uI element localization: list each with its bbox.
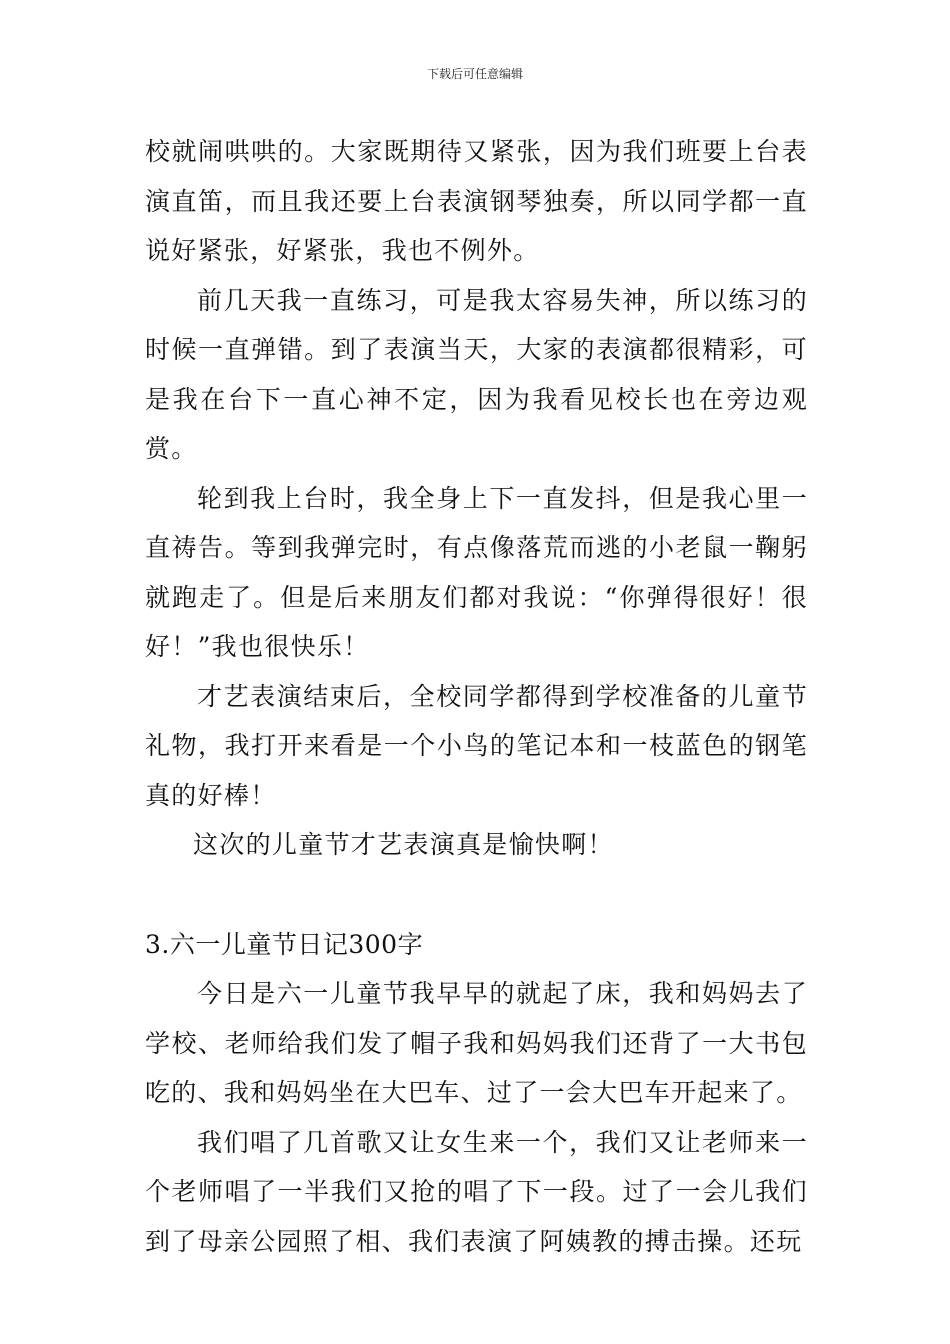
document-body — [145, 127, 808, 1266]
section-title: 3.六一儿童节日记300字 — [145, 929, 424, 959]
paragraph: 我们唱了几首歌又让女生来一个，我们又让老师来一个老师唱了一半我们又抢的唱了下一段。过了一会儿我们到了母亲公园照了相、我们表演了阿姨教的搏击操。还玩 — [145, 1127, 808, 1256]
paragraph: 校就闹哄哄的。大家既期待又紧张，因为我们班要上台表演直笛，而且我还要上台表演钢琴独奏，所以同学都一直说好紧张，好紧张，我也不例外。 — [145, 137, 808, 265]
paragraph: 前几天我一直练习，可是我太容易失神，所以练习的时候一直弹错。到了表演当天，大家的表演都很精彩，可是我在台下一直心神不定，因为我看见校长也在旁边观赏。 — [145, 285, 808, 463]
page-header: 下载后可任意编辑 — [426, 67, 523, 81]
section-spacer — [145, 870, 808, 920]
paragraph: 今日是六一儿童节我早早的就起了床，我和妈妈去了学校、老师给我们发了帽子我和妈妈我们还背了一大书包吃的、我和妈妈坐在大巴车、过了一会大巴车开起来了。 — [145, 979, 808, 1107]
paragraph: 这次的儿童节才艺表演真是愉快啊！ — [193, 830, 614, 859]
paragraph: 才艺表演结束后，全校同学都得到学校准备的儿童节礼物，我打开来看是一个小鸟的笔记本和一枝蓝色的钢笔真的好棒！ — [145, 681, 808, 810]
paragraph: 轮到我上台时，我全身上下一直发抖，但是我心里一直祷告。等到我弹完时，有点像落荒而逃的小老鼠一鞠躬就跑走了。但是后来朋友们都对我说：“你弹得很好！很好！”我也很快乐！ — [145, 483, 808, 661]
